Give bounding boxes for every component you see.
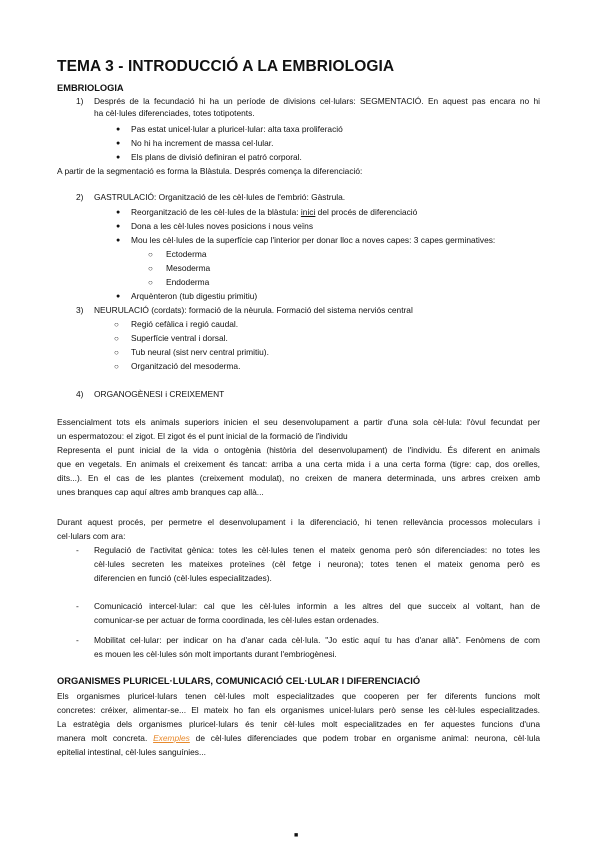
bullet-icon: ●	[116, 293, 121, 300]
bullet-icon: ●	[116, 237, 121, 244]
circle-bullet-icon: ○	[114, 362, 119, 371]
dash-item-2-line: Comunicació intercel·lular: cal que les cèl·lules informin a les altres del que succeix al voltant, han de	[94, 601, 540, 611]
underlined-word: inici	[300, 207, 316, 217]
paragraph-3-line: Els organismes pluricel·lulars tenen cèl·lules molt especialitzades que cooperen per fer diferents funcions molt	[57, 691, 540, 701]
paragraph-2-line: cel·lulars com ara:	[57, 531, 126, 541]
bullet-icon: ●	[116, 154, 121, 161]
item-1-bullet-3: Els plans de divisió definiran el patró corporal.	[131, 152, 302, 162]
circle-bullet-icon: ○	[114, 334, 119, 343]
bullet-icon: ●	[116, 209, 121, 216]
item-2-bullet-2: Dona a les cèl·lules noves posicions i nous veïns	[131, 221, 314, 231]
item-1-number: 1)	[76, 96, 84, 106]
dash-icon: -	[76, 635, 79, 645]
dash-item-2-line: comunicar-se per actuar de forma coordinada, les cèl·lules estan ordenades.	[94, 615, 379, 625]
item-2-bullet-4: Arquènteron (tub digestiu primitiu)	[131, 291, 258, 301]
dash-icon: -	[76, 601, 79, 611]
circle-bullet-icon: ○	[148, 278, 153, 287]
bullet-icon: ●	[116, 140, 121, 147]
dash-item-3-line: Mobilitat cel·lular: per indicar on ha d'anar cada cèl·lula. "Jo estic aquí tu has d'anar allà". Fenòmens de com	[94, 635, 540, 645]
dash-item-1-line: diferencien en funció (cèl·lules especialitzades).	[94, 573, 272, 583]
page-title: TEMA 3 - INTRODUCCIÓ A LA EMBRIOLOGIA	[57, 58, 395, 75]
item-2-number: 2)	[76, 192, 84, 202]
item-1-bullet-2: No hi ha increment de massa cel·lular.	[131, 138, 274, 148]
paragraph-1-line: dits...). En el cas de les plantes (creixement modulat), no creixen de manera determinada, uns arbres creixen amb	[57, 473, 540, 483]
item-1-line-2: ha cèl·lules diferenciades, totes totipotents.	[94, 108, 255, 118]
after-segmentation-text: A partir de la segmentació es forma la Blàstula. Després comença la diferenciació:	[57, 166, 363, 176]
paragraph-2-line: Durant aquest procés, per permetre el desenvolupament i la diferenciació, hi tenen rellevància processos moleculars i	[57, 517, 540, 527]
layer-endoderma: Endoderma	[166, 277, 210, 287]
section-heading-organismes: ORGANISMES PLURICEL·LULARS, COMUNICACIÓ CEL·LULAR I DIFERENCIACIÓ	[57, 676, 421, 686]
layer-ectoderma: Ectoderma	[166, 249, 207, 259]
item-4-text: ORGANOGÈNESI i CREIXEMENT	[94, 389, 225, 399]
examples-link[interactable]: Exemples	[153, 733, 190, 743]
item-1-line-1: Després de la fecundació hi ha un període de divisions cel·lulars: SEGMENTACIÓ. En aquest pas encara no hi	[94, 96, 540, 106]
circle-bullet-icon: ○	[114, 320, 119, 329]
item-2-text: GASTRULACIÓ: Organització de les cèl·lules de l'embrió: Gàstrula.	[94, 192, 346, 202]
item-1-bullet-1: Pas estat unicel·lular a pluricel·lular: alta taxa proliferació	[131, 124, 343, 134]
circle-bullet-icon: ○	[148, 264, 153, 273]
dash-item-1-line: cèl·lules secreten les mateixes proteïnes (cèl fetge i neurona); totes tenen el mateix genoma però es	[94, 559, 540, 569]
paragraph-1-line: Representa el punt inicial de la vida o ontogènia (història del desenvolupament) de l'individu. És diferent en animals	[57, 445, 540, 455]
paragraph-3-line: manera molt concreta. Exemples de cèl·lules diferenciades que podem trobar en organisme animal: neurona, cèl·lula	[57, 733, 540, 743]
item-2-bullet-3: Mou les cèl·lules de la superfície cap l'interior per donar lloc a noves capes: 3 capes germinatives:	[131, 235, 496, 245]
item-4-number: 4)	[76, 389, 84, 399]
item-3-sub-4: Organització del mesoderma.	[131, 361, 241, 371]
dash-item-1-line: Regulació de l'activitat gènica: totes les cèl·lules tenen el mateix genoma però són diferenciades: no totes les	[94, 545, 540, 555]
item-3-sub-1: Regió cefàlica i regió caudal.	[131, 319, 239, 329]
circle-bullet-icon: ○	[148, 250, 153, 259]
item-3-sub-3: Tub neural (sist nerv central primitiu).	[131, 347, 269, 357]
bullet-icon: ●	[116, 126, 121, 133]
layer-mesoderma: Mesoderma	[166, 263, 211, 273]
paragraph-1-line: unes branques cap aquí altres amb branques cap allà...	[57, 487, 264, 497]
item-2-bullet-1: Reorganització de les cèl·lules de la blàstula: inici del procés de diferenciació	[131, 207, 418, 217]
paragraph-1-line: Essencialment tots els animals superiors inicien el seu desenvolupament a partir d'una sola cèl·lula: l'òvul fecundat per	[57, 417, 540, 427]
circle-bullet-icon: ○	[114, 348, 119, 357]
dash-item-3-line: es mouen les cèl·lules són molt importants durant l'embriogènesi.	[94, 649, 337, 659]
section-heading-embriologia: EMBRIOLOGIA	[57, 83, 124, 93]
item-3-sub-2: Superfície ventral i dorsal.	[131, 333, 228, 343]
item-3-text: NEURULACIÓ (cordats): formació de la nèurula. Formació del sistema nerviós central	[94, 305, 413, 315]
paragraph-3-line: epitelial intestinal, cèl·lules sanguínies...	[57, 747, 206, 757]
paragraph-3-line: concretes: créixer, alimentar-se... El mateix ho fan els organismes unicel·lulars però sense les cèl·lules especialitzades.	[57, 705, 540, 715]
bullet-icon: ●	[116, 223, 121, 230]
paragraph-1-line: que en vegetals. En animals el creixement és tancat: arriba a una certa mida i a una certa forma (tigre: cap, dos orelles,	[57, 459, 540, 469]
paragraph-1-line: un espermatozou: el zigot. El zigot és el punt inicial de la formació de l'individu	[57, 431, 348, 441]
dash-icon: -	[76, 545, 79, 555]
page-footer-mark: ■	[294, 832, 299, 839]
item-3-number: 3)	[76, 305, 84, 315]
paragraph-3-line: La estratègia dels organismes pluricel·lulars és tenir cèl·lules molt especialitzades en fer aquestes funcions d'una	[57, 719, 540, 729]
